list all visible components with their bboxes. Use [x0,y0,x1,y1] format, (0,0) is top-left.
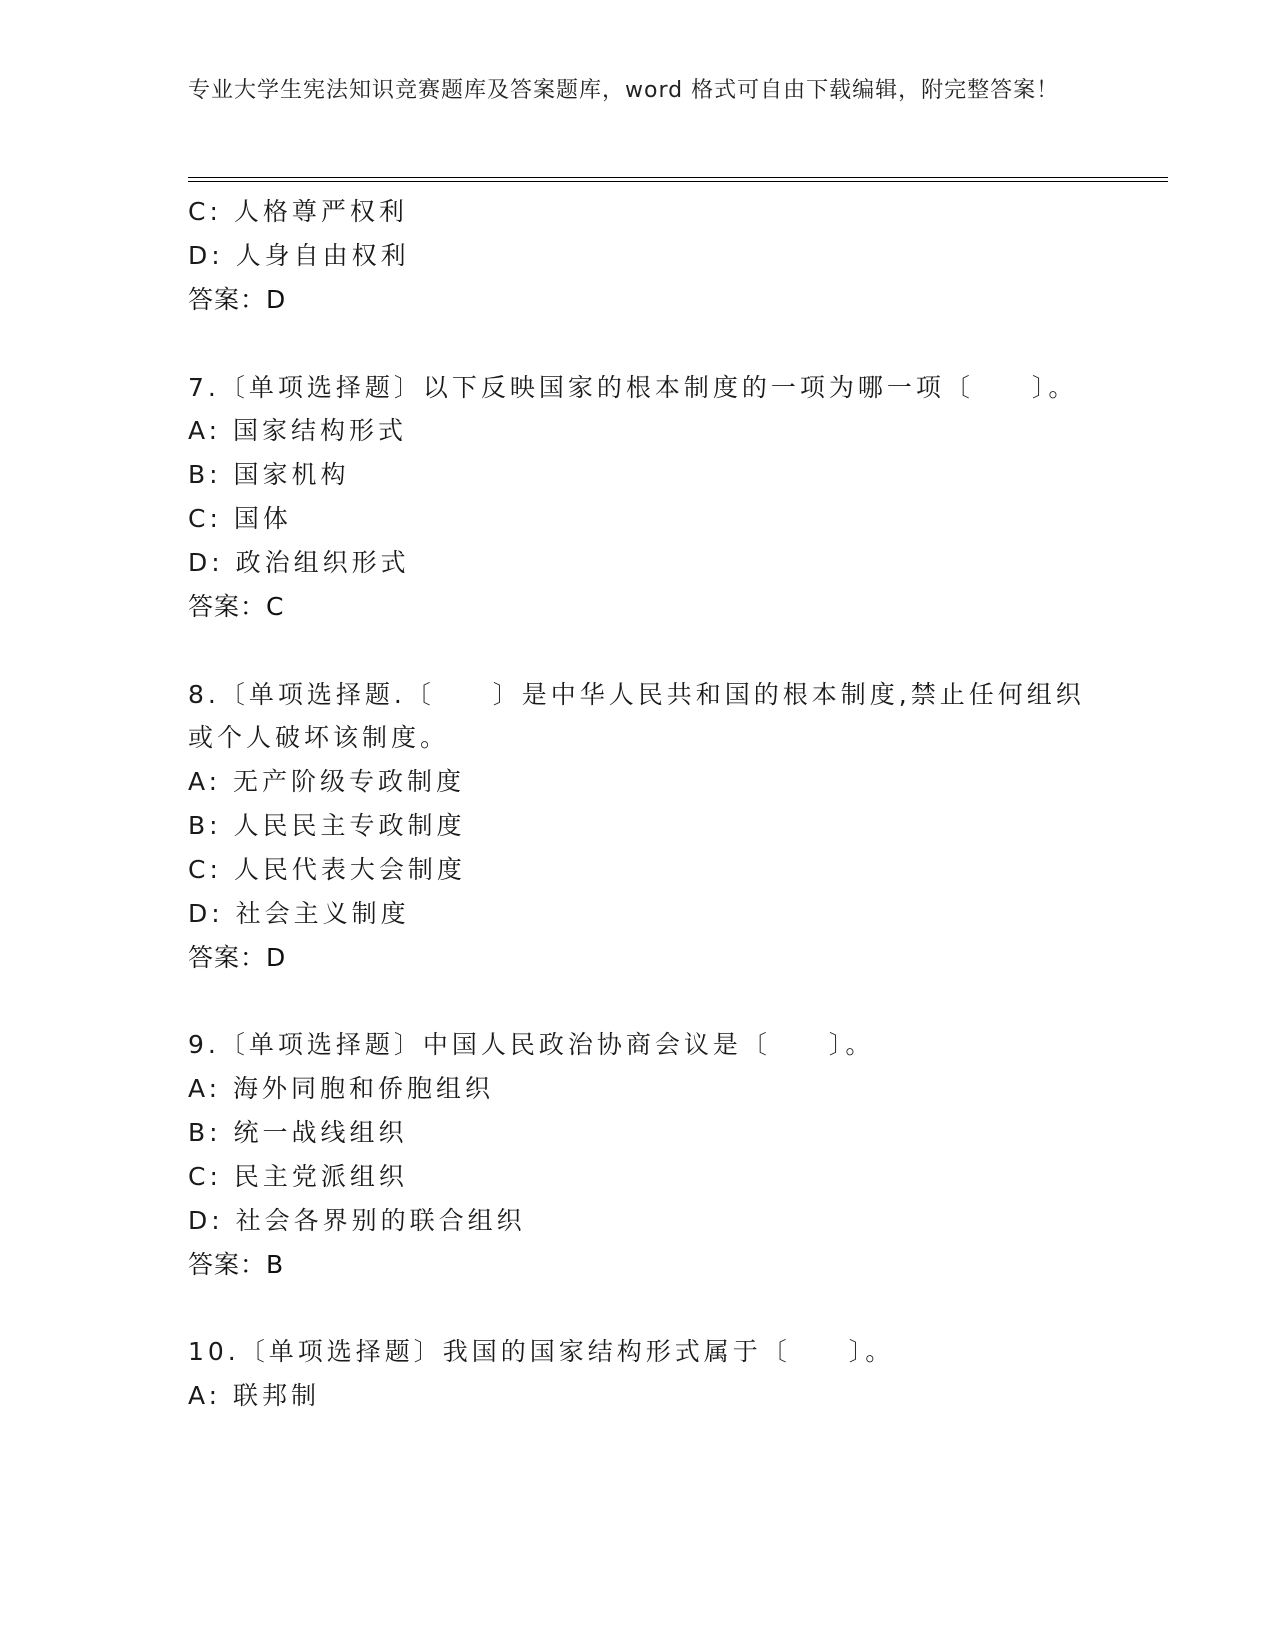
q9-option-b: B: 统一战线组织 [188,1118,408,1147]
q8-question-line2: 或个人破坏该制度。 [188,723,450,752]
q8-option-c: C: 人民代表大会制度 [188,855,466,884]
q7-option-b: B: 国家机构 [188,460,350,489]
q10-question: 10.〔单项选择题〕我国的国家结构形式属于〔 〕。 [188,1337,895,1366]
header-divider-bottom [188,181,1168,182]
q7-option-d: D: 政治组织形式 [188,548,410,577]
q9-option-c: C: 民主党派组织 [188,1162,408,1191]
document-header: 专业大学生宪法知识竞赛题库及答案题库，word 格式可自由下载编辑，附完整答案！ [188,78,1060,103]
q7-option-a: A: 国家结构形式 [188,416,408,445]
q9-option-a: A: 海外同胞和侨胞组织 [188,1074,495,1103]
q7-option-c: C: 国体 [188,504,292,533]
q8-option-b: B: 人民民主专政制度 [188,811,466,840]
q9-question: 9.〔单项选择题〕中国人民政治协商会议是〔 〕。 [188,1030,875,1059]
q9-answer: 答案：B [188,1250,285,1279]
q7-answer: 答案：C [188,592,285,621]
q7-question: 7.〔单项选择题〕以下反映国家的根本制度的一项为哪一项〔 〕。 [188,373,1078,402]
q8-question-line1: 8.〔单项选择题.〔 〕是中华人民共和国的根本制度,禁止任何组织 [188,680,1085,709]
q6-option-c: C: 人格尊严权利 [188,197,408,226]
q8-option-d: D: 社会主义制度 [188,899,410,928]
q9-option-d: D: 社会各界别的联合组织 [188,1206,526,1235]
q8-answer: 答案：D [188,943,287,972]
q8-option-a: A: 无产阶级专政制度 [188,767,466,796]
header-divider-top [188,177,1168,178]
q6-option-d: D: 人身自由权利 [188,241,410,270]
q6-answer: 答案：D [188,285,287,314]
q10-option-a: A: 联邦制 [188,1381,321,1410]
